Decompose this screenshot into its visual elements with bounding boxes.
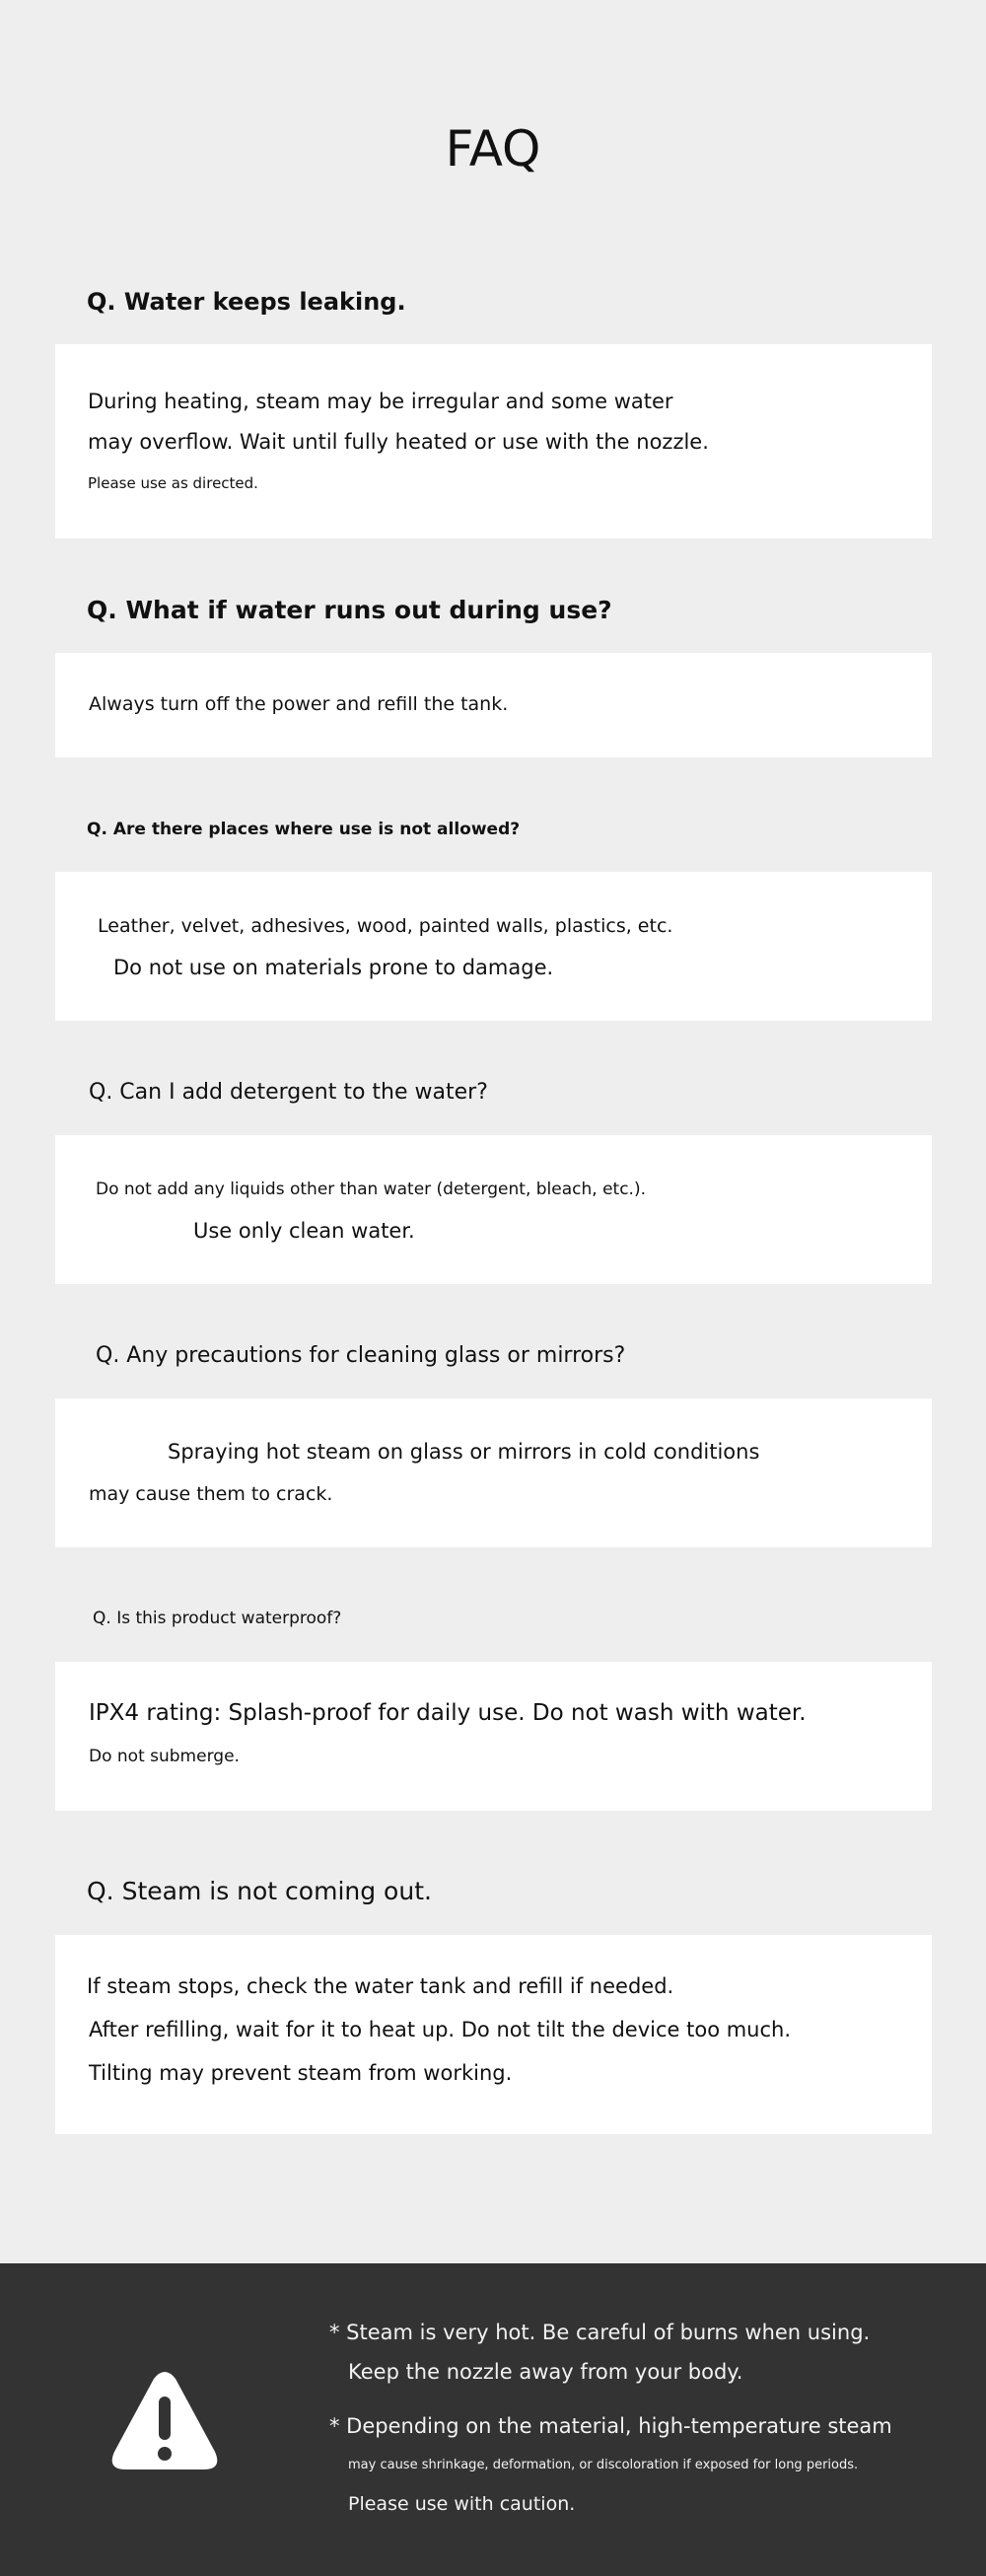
faq-answer-card-5 bbox=[55, 1398, 932, 1547]
faq-question-3: Q. Are there places where use is not allowed? bbox=[87, 820, 521, 839]
answer-line: IPX4 rating: Splash-proof for daily use. Do not wash with water. bbox=[89, 1700, 807, 1726]
faq-answer-card-1 bbox=[55, 344, 932, 538]
faq-question-1: Q. Water keeps leaking. bbox=[87, 288, 406, 316]
faq-answer-card-2 bbox=[55, 653, 932, 757]
answer-line: After refilling, wait for it to heat up. Do not tilt the device too much. bbox=[89, 2018, 792, 2041]
caution-line: may cause shrinkage, deformation, or discoloration if exposed for long periods. bbox=[348, 2458, 859, 2472]
answer-line: Spraying hot steam on glass or mirrors in cold conditions bbox=[168, 1440, 760, 1464]
answer-line: may overflow. Wait until fully heated or use with the nozzle. bbox=[88, 430, 709, 454]
answer-line: Please use as directed. bbox=[88, 474, 258, 492]
answer-line: Tilting may prevent steam from working. bbox=[89, 2061, 513, 2085]
faq-answer-card-4 bbox=[55, 1135, 932, 1284]
caution-line: Please use with caution. bbox=[348, 2493, 576, 2515]
faq-question-7: Q. Steam is not coming out. bbox=[87, 1877, 432, 1905]
warning-icon bbox=[110, 2369, 219, 2472]
caution-line: * Steam is very hot. Be careful of burns when using. bbox=[329, 2321, 871, 2344]
faq-question-5: Q. Any precautions for cleaning glass or mirrors? bbox=[96, 1343, 626, 1368]
caution-line: Keep the nozzle away from your body. bbox=[348, 2360, 743, 2384]
faq-question-4: Q. Can I add detergent to the water? bbox=[89, 1080, 488, 1105]
answer-line: Do not add any liquids other than water (detergent, bleach, etc.). bbox=[96, 1180, 646, 1199]
answer-line: Always turn off the power and refill the tank. bbox=[89, 693, 509, 715]
faq-question-6: Q. Is this product waterproof? bbox=[93, 1609, 342, 1628]
faq-answer-card-7 bbox=[55, 1935, 932, 2134]
answer-line: Use only clean water. bbox=[193, 1219, 415, 1243]
faq-answer-card-3 bbox=[55, 872, 932, 1021]
answer-line: During heating, steam may be irregular and some water bbox=[88, 390, 673, 413]
answer-line: may cause them to crack. bbox=[89, 1483, 333, 1505]
answer-line: Do not use on materials prone to damage. bbox=[113, 956, 554, 979]
answer-line: If steam stops, check the water tank and refill if needed. bbox=[87, 1974, 674, 1998]
caution-line: * Depending on the material, high-temperature steam bbox=[329, 2414, 892, 2438]
answer-line: Do not submerge. bbox=[89, 1747, 240, 1766]
page-title: FAQ bbox=[445, 120, 541, 178]
answer-line: Leather, velvet, adhesives, wood, painted walls, plastics, etc. bbox=[98, 915, 673, 937]
faq-question-2: Q. What if water runs out during use? bbox=[87, 596, 612, 624]
faq-answer-card-6 bbox=[55, 1662, 932, 1811]
